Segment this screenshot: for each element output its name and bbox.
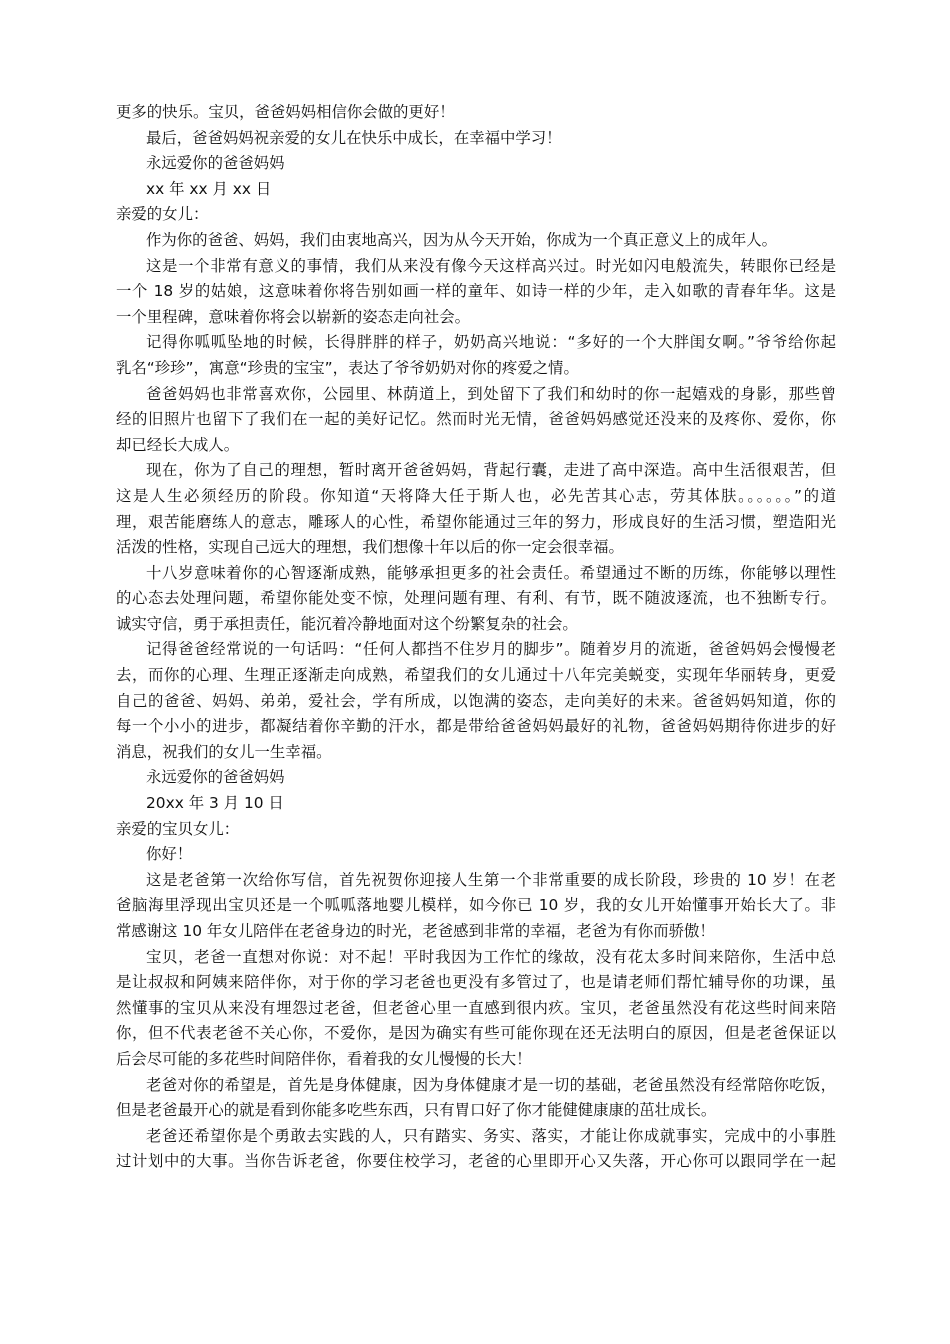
text-line: 然懂事的宝贝从来没有埋怨过老爸，但老爸心里一直感到很内疚。宝贝，老爸虽然没有花这些时间来陪 (116, 998, 836, 1017)
text-line: 过计划中的大事。当你告诉老爸，你要住校学习，老爸的心里即开心又失落，开心你可以跟同学在一起 (116, 1152, 836, 1171)
text-line: 但是老爸最开心的就是看到你能多吃些东西，只有胃口好了你才能健健康康的茁壮成长。 (116, 1101, 717, 1120)
text-line: 这是一个非常有意义的事情，我们从来没有像今天这样高兴过。时光如闪电般流失，转眼你已经是 (146, 256, 836, 275)
text-line: 后会尽可能的多花些时间陪伴你，看着我的女儿慢慢的长大！ (116, 1049, 532, 1068)
text-line: 乳名“珍珍”，寓意“珍贵的宝宝”，表达了爷爷奶奶对你的疼爱之情。 (116, 358, 579, 377)
text-line: xx 年 xx 月 xx 日 (146, 179, 272, 198)
text-line: 爸爸妈妈也非常喜欢你，公园里、林荫道上，到处留下了我们和幼时的你一起嬉戏的身影，那些曾 (146, 384, 836, 403)
text-line: 亲爱的宝贝女儿： (116, 819, 240, 838)
text-line: 自己的爸爸、妈妈、弟弟，爱社会，学有所成，以饱满的姿态，走向美好的未来。爸爸妈妈知道，你的 (116, 691, 836, 710)
text-line: 去，而你的心理、生理正逐渐走向成熟，希望我们的女儿通过十八年完美蜕变，实现年华丽转身，更爱 (116, 666, 836, 685)
text-line: 一个 18 岁的姑娘，这意味着你将告别如画一样的童年、如诗一样的少年，走入如歌的青春年华。这是 (116, 282, 836, 301)
text-line: 是让叔叔和阿姨来陪伴你，对于你的学习老爸也更没有多管过了，也是请老师们帮忙辅导你的功课，虽 (116, 973, 836, 992)
text-line: 永远爱你的爸爸妈妈 (146, 154, 285, 173)
text-line: 你好！ (146, 845, 193, 864)
text-line: 爸脑海里浮现出宝贝还是一个呱呱落地婴儿模样，如今你已 10 岁，我的女儿开始懂事开始长大了。非 (116, 896, 836, 915)
text-line: 诚实守信，勇于承担责任，能沉着冷静地面对这个纷繁复杂的社会。 (116, 614, 578, 633)
text-line: 宝贝，老爸一直想对你说：对不起！平时我因为工作忙的缘故，没有花太多时间来陪你，生活中总 (146, 947, 836, 966)
text-line: 十八岁意味着你的心智逐渐成熟，能够承担更多的社会责任。希望通过不断的历练，你能够以理性 (146, 563, 836, 582)
text-line: 常感谢这 10 年女儿陪伴在老爸身边的时光，老爸感到非常的幸福，老爸为有你而骄傲！ (116, 922, 715, 940)
text-line: 更多的快乐。宝贝，爸爸妈妈相信你会做的更好！ (116, 103, 455, 121)
text-line: 老爸对你的希望是，首先是身体健康，因为身体健康才是一切的基础，老爸虽然没有经常陪你吃饭， (146, 1075, 836, 1094)
text-line: 经的旧照片也留下了我们在一起的美好记忆。然而时光无情，爸爸妈妈感觉还没来的及疼你、爱你，你 (116, 410, 836, 429)
text-line: 活泼的性格，实现自己远大的理想，我们想像十年以后的你一定会很幸福。 (116, 538, 624, 557)
text-line: 理，艰苦能磨练人的意志，雕琢人的心性，希望你能通过三年的努力，形成良好的生活习惯，塑造阳光 (116, 512, 836, 531)
text-line: 这是人生必须经历的阶段。你知道“天将降大任于斯人也，必先苦其心志，劳其体肤。。。。。。”的道 (116, 486, 836, 505)
document-page (116, 100, 836, 1175)
text-line: 作为你的爸爸、妈妈，我们由衷地高兴，因为从今天开始，你成为一个真正意义上的成年人。 (146, 230, 778, 249)
text-line: 老爸还希望你是个勇敢去实践的人，只有踏实、务实、落实，才能让你成就事实，完成中的小事胜 (146, 1126, 836, 1145)
text-line: 你，但不代表老爸不关心你，不爱你，是因为确实有些可能你现在还无法明白的原因，但是老爸保证以 (116, 1024, 836, 1043)
text-line: 这是老爸第一次给你写信，首先祝贺你迎接人生第一个非常重要的成长阶段，珍贵的 10 岁！在老 (146, 870, 836, 889)
text-line: 20xx 年 3 月 10 日 (146, 794, 284, 813)
text-line: 现在，你为了自己的理想，暂时离开爸爸妈妈，背起行囊，走进了高中深造。高中生活很艰苦，但 (146, 461, 836, 480)
text-line: 每一个小小的进步，都凝结着你辛勤的汗水，都是带给爸爸妈妈最好的礼物，爸爸妈妈期待你进步的好 (116, 717, 836, 736)
text-line: 永远爱你的爸爸妈妈 (146, 768, 285, 787)
text-line: 的心态去处理问题，希望你能处变不惊，处理问题有理、有利、有节，既不随波逐流，也不独断专行。 (116, 589, 836, 608)
text-line: 最后，爸爸妈妈祝亲爱的女儿在快乐中成长，在幸福中学习！ (146, 128, 562, 147)
text-line: 亲爱的女儿： (116, 205, 209, 224)
text-line: 记得爸爸经常说的一句话吗：“任何人都挡不住岁月的脚步”。随着岁月的流逝，爸爸妈妈会慢慢老 (146, 640, 836, 659)
text-line: 却已经长大成人。 (116, 435, 240, 454)
text-line: 消息，祝我们的女儿一生幸福。 (116, 742, 332, 761)
text-line: 记得你呱呱坠地的时候，长得胖胖的样子，奶奶高兴地说：“多好的一个大胖闺女啊。”爷爷给你起 (146, 333, 836, 352)
text-line: 一个里程碑，意味着你将会以崭新的姿态走向社会。 (116, 307, 470, 326)
